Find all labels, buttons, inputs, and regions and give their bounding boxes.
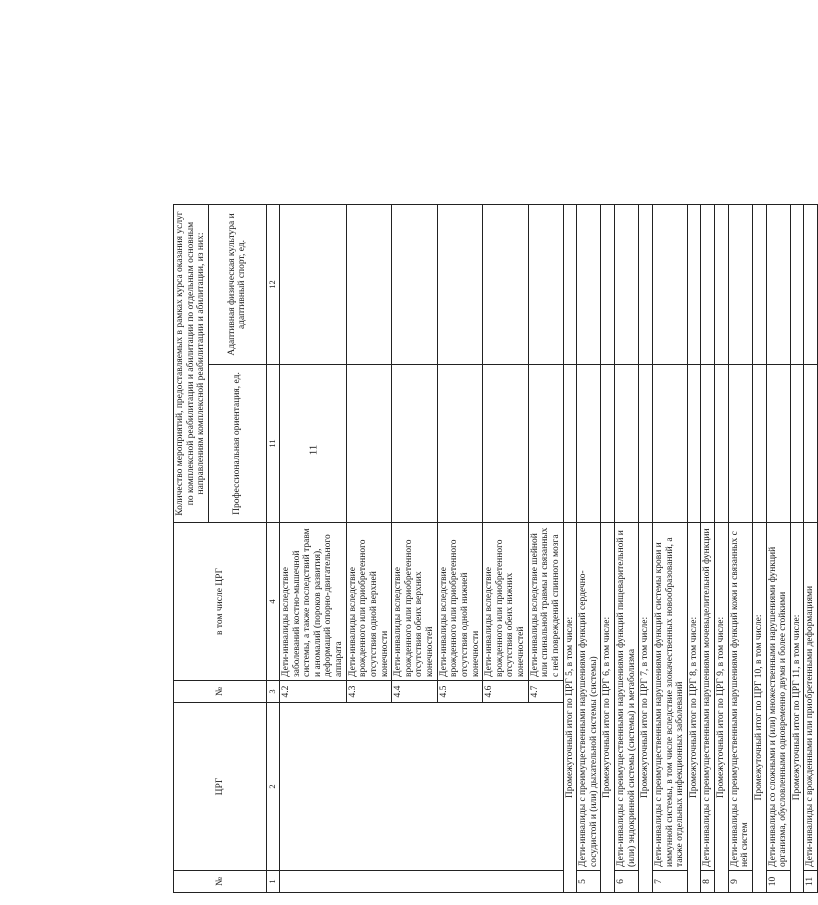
subtotal-row: [790, 205, 804, 893]
index-cell: 4: [266, 523, 279, 681]
value-cell: [279, 205, 346, 365]
header-num2: №: [174, 681, 267, 703]
value-cell: [392, 365, 438, 523]
group-text: Дети-инвалиды с преимущественными нарушениями функций пищеварительной и (или) эндокринной системы (системы) и метаболизма: [615, 523, 639, 871]
group-row: [615, 205, 639, 893]
sub-num: 4.4: [392, 681, 438, 703]
header-adaptive-sport: Адаптивная физическая культура и адаптивный спорт, ед.: [208, 205, 266, 365]
value-cell: [752, 205, 766, 365]
group-row: [577, 205, 601, 893]
group-row: [804, 205, 818, 893]
value-cell: [766, 365, 790, 523]
group-text: Дети-инвалиды с преимущественными нарушениями функций сердечно-сосудистой и (или) дыхательной системы (системы): [577, 523, 601, 871]
value-cell: [601, 365, 615, 523]
sub-num: 4.6: [483, 681, 529, 703]
value-cell: [804, 205, 818, 365]
table-body: [279, 205, 817, 893]
subtotal-row: [687, 205, 701, 893]
value-cell: [652, 205, 687, 365]
index-cell: 1: [266, 871, 279, 893]
subtotal-label-cell: Промежуточный итог по ЦРГ 9, в том числе:: [715, 523, 729, 893]
subtotal-label-cell: Промежуточный итог по ЦРГ 8, в том числе:: [687, 523, 701, 893]
header-crg: ЦРГ: [174, 703, 267, 871]
subtotal-row: [639, 205, 653, 893]
subtotal-label-cell: Промежуточный итог по ЦРГ 6, в том числе:: [601, 523, 615, 893]
sub-num: 4.5: [437, 681, 483, 703]
sub-num: 4.3: [346, 681, 392, 703]
index-row: [266, 205, 279, 893]
value-cell: [577, 205, 601, 365]
value-cell: [279, 365, 346, 523]
value-cell: [687, 365, 701, 523]
value-cell: [790, 205, 804, 365]
sub-text: Дети-инвалиды вследствие врожденного или приобретенного отсутствия обеих верхних конечностей: [392, 523, 438, 681]
index-cell: 2: [266, 703, 279, 871]
value-cell: [563, 365, 577, 523]
group-text: Дети-инвалиды с преимущественными нарушениями функций системы крови и иммунной системы, в том числе вследствие злокачественных новообразований, а также отдельных инфекционных заболеваний: [652, 523, 687, 871]
value-cell: [728, 365, 752, 523]
group-text: Дети-инвалиды с врожденными или приобретенными деформациями: [804, 523, 818, 871]
index-cell: 11: [266, 365, 279, 523]
subtotal-label-cell: Промежуточный итог по ЦРГ 10, в том числе:: [752, 523, 766, 893]
value-cell: [804, 365, 818, 523]
group-num: 10: [766, 871, 790, 893]
value-cell: [715, 205, 729, 365]
merged-cell: [279, 703, 563, 871]
value-cell: [766, 205, 790, 365]
subtotal-label-cell: Промежуточный итог по ЦРГ 11, в том числе:: [790, 523, 804, 893]
value-cell: [752, 365, 766, 523]
value-cell: [715, 365, 729, 523]
value-cell: [701, 205, 715, 365]
group-text: Дети-инвалиды с преимущественными нарушениями мочевыделительной функции: [701, 523, 715, 871]
rehab-table: [173, 204, 818, 893]
value-cell: [639, 205, 653, 365]
value-cell: [577, 365, 601, 523]
group-num: 9: [728, 871, 752, 893]
sub-text: Дети-инвалиды вследствие врожденного или приобретенного отсутствия обеих нижних конечностей: [483, 523, 529, 681]
table-row: [279, 205, 346, 893]
value-cell: [687, 205, 701, 365]
sub-text: Дети-инвалиды вследствие врожденного или приобретенного отсутствия одной нижней конечности: [437, 523, 483, 681]
group-num: 5: [577, 871, 601, 893]
value-cell: [346, 365, 392, 523]
value-cell: [639, 365, 653, 523]
group-num: 11: [804, 871, 818, 893]
header-group: Количество мероприятий, предоставляемых в рамках курса оказания услуг по комплексной реабилитации и абилитации по отдельным основным направлениям комплексной реабилитации и абилитации, из них:: [174, 205, 209, 523]
group-text: Дети-инвалиды со сложными и (или) множественными нарушениями функций организма, обусловленными одновременно двумя и более стойкими: [766, 523, 790, 871]
value-cell: [790, 365, 804, 523]
group-text: Дети-инвалиды с преимущественными нарушениями функций кожи и связанных с ней систем: [728, 523, 752, 871]
group-row: [652, 205, 687, 893]
value-cell: [483, 205, 529, 365]
subtotal-row: [752, 205, 766, 893]
index-cell: 12: [266, 205, 279, 365]
group-row: [728, 205, 752, 893]
subtotal-row: [601, 205, 615, 893]
sub-text: Дети-инвалиды вследствие шейной или спинальной травмы и связанных с ней повреждений спинного мозга: [528, 523, 563, 681]
value-cell: [528, 205, 563, 365]
value-cell: [615, 205, 639, 365]
sub-num: 4.2: [279, 681, 346, 703]
subtotal-row: [715, 205, 729, 893]
subtotal-label-cell: Промежуточный итог по ЦРГ 5, в том числе:: [563, 523, 577, 893]
sub-num: 4.7: [528, 681, 563, 703]
page-number: 11: [307, 444, 320, 456]
merged-cell: [279, 871, 563, 893]
value-cell: [346, 205, 392, 365]
value-cell: [615, 365, 639, 523]
group-num: 8: [701, 871, 715, 893]
subtotal-row: [563, 205, 577, 893]
value-cell: [601, 205, 615, 365]
value-cell: [652, 365, 687, 523]
subtotal-label-cell: Промежуточный итог по ЦРГ 7, в том числе:: [639, 523, 653, 893]
value-cell: [437, 205, 483, 365]
value-cell: [701, 365, 715, 523]
group-row: [766, 205, 790, 893]
index-cell: 3: [266, 681, 279, 703]
sub-text: Дети-инвалиды вследствие врожденного или приобретенного отсутствия одной верхней конечности: [346, 523, 392, 681]
sub-text: Дети-инвалиды вследствие заболеваний костно-мышечной системы, а также последствий травм и аномалий (пороков развития), деформаций опорно-двигательного аппарата: [279, 523, 346, 681]
group-num: 6: [615, 871, 639, 893]
group-num: 7: [652, 871, 687, 893]
value-cell: [563, 205, 577, 365]
value-cell: [728, 205, 752, 365]
value-cell: [528, 365, 563, 523]
header-sub-crg: в том числе ЦРГ: [174, 523, 267, 681]
value-cell: [437, 365, 483, 523]
value-cell: [483, 365, 529, 523]
header-num: №: [174, 871, 267, 893]
rotated-table-container: [173, 205, 816, 893]
header-prof-orientation: Профессиональная ориентация, ед.: [208, 365, 266, 523]
group-row: [701, 205, 715, 893]
value-cell: [392, 205, 438, 365]
